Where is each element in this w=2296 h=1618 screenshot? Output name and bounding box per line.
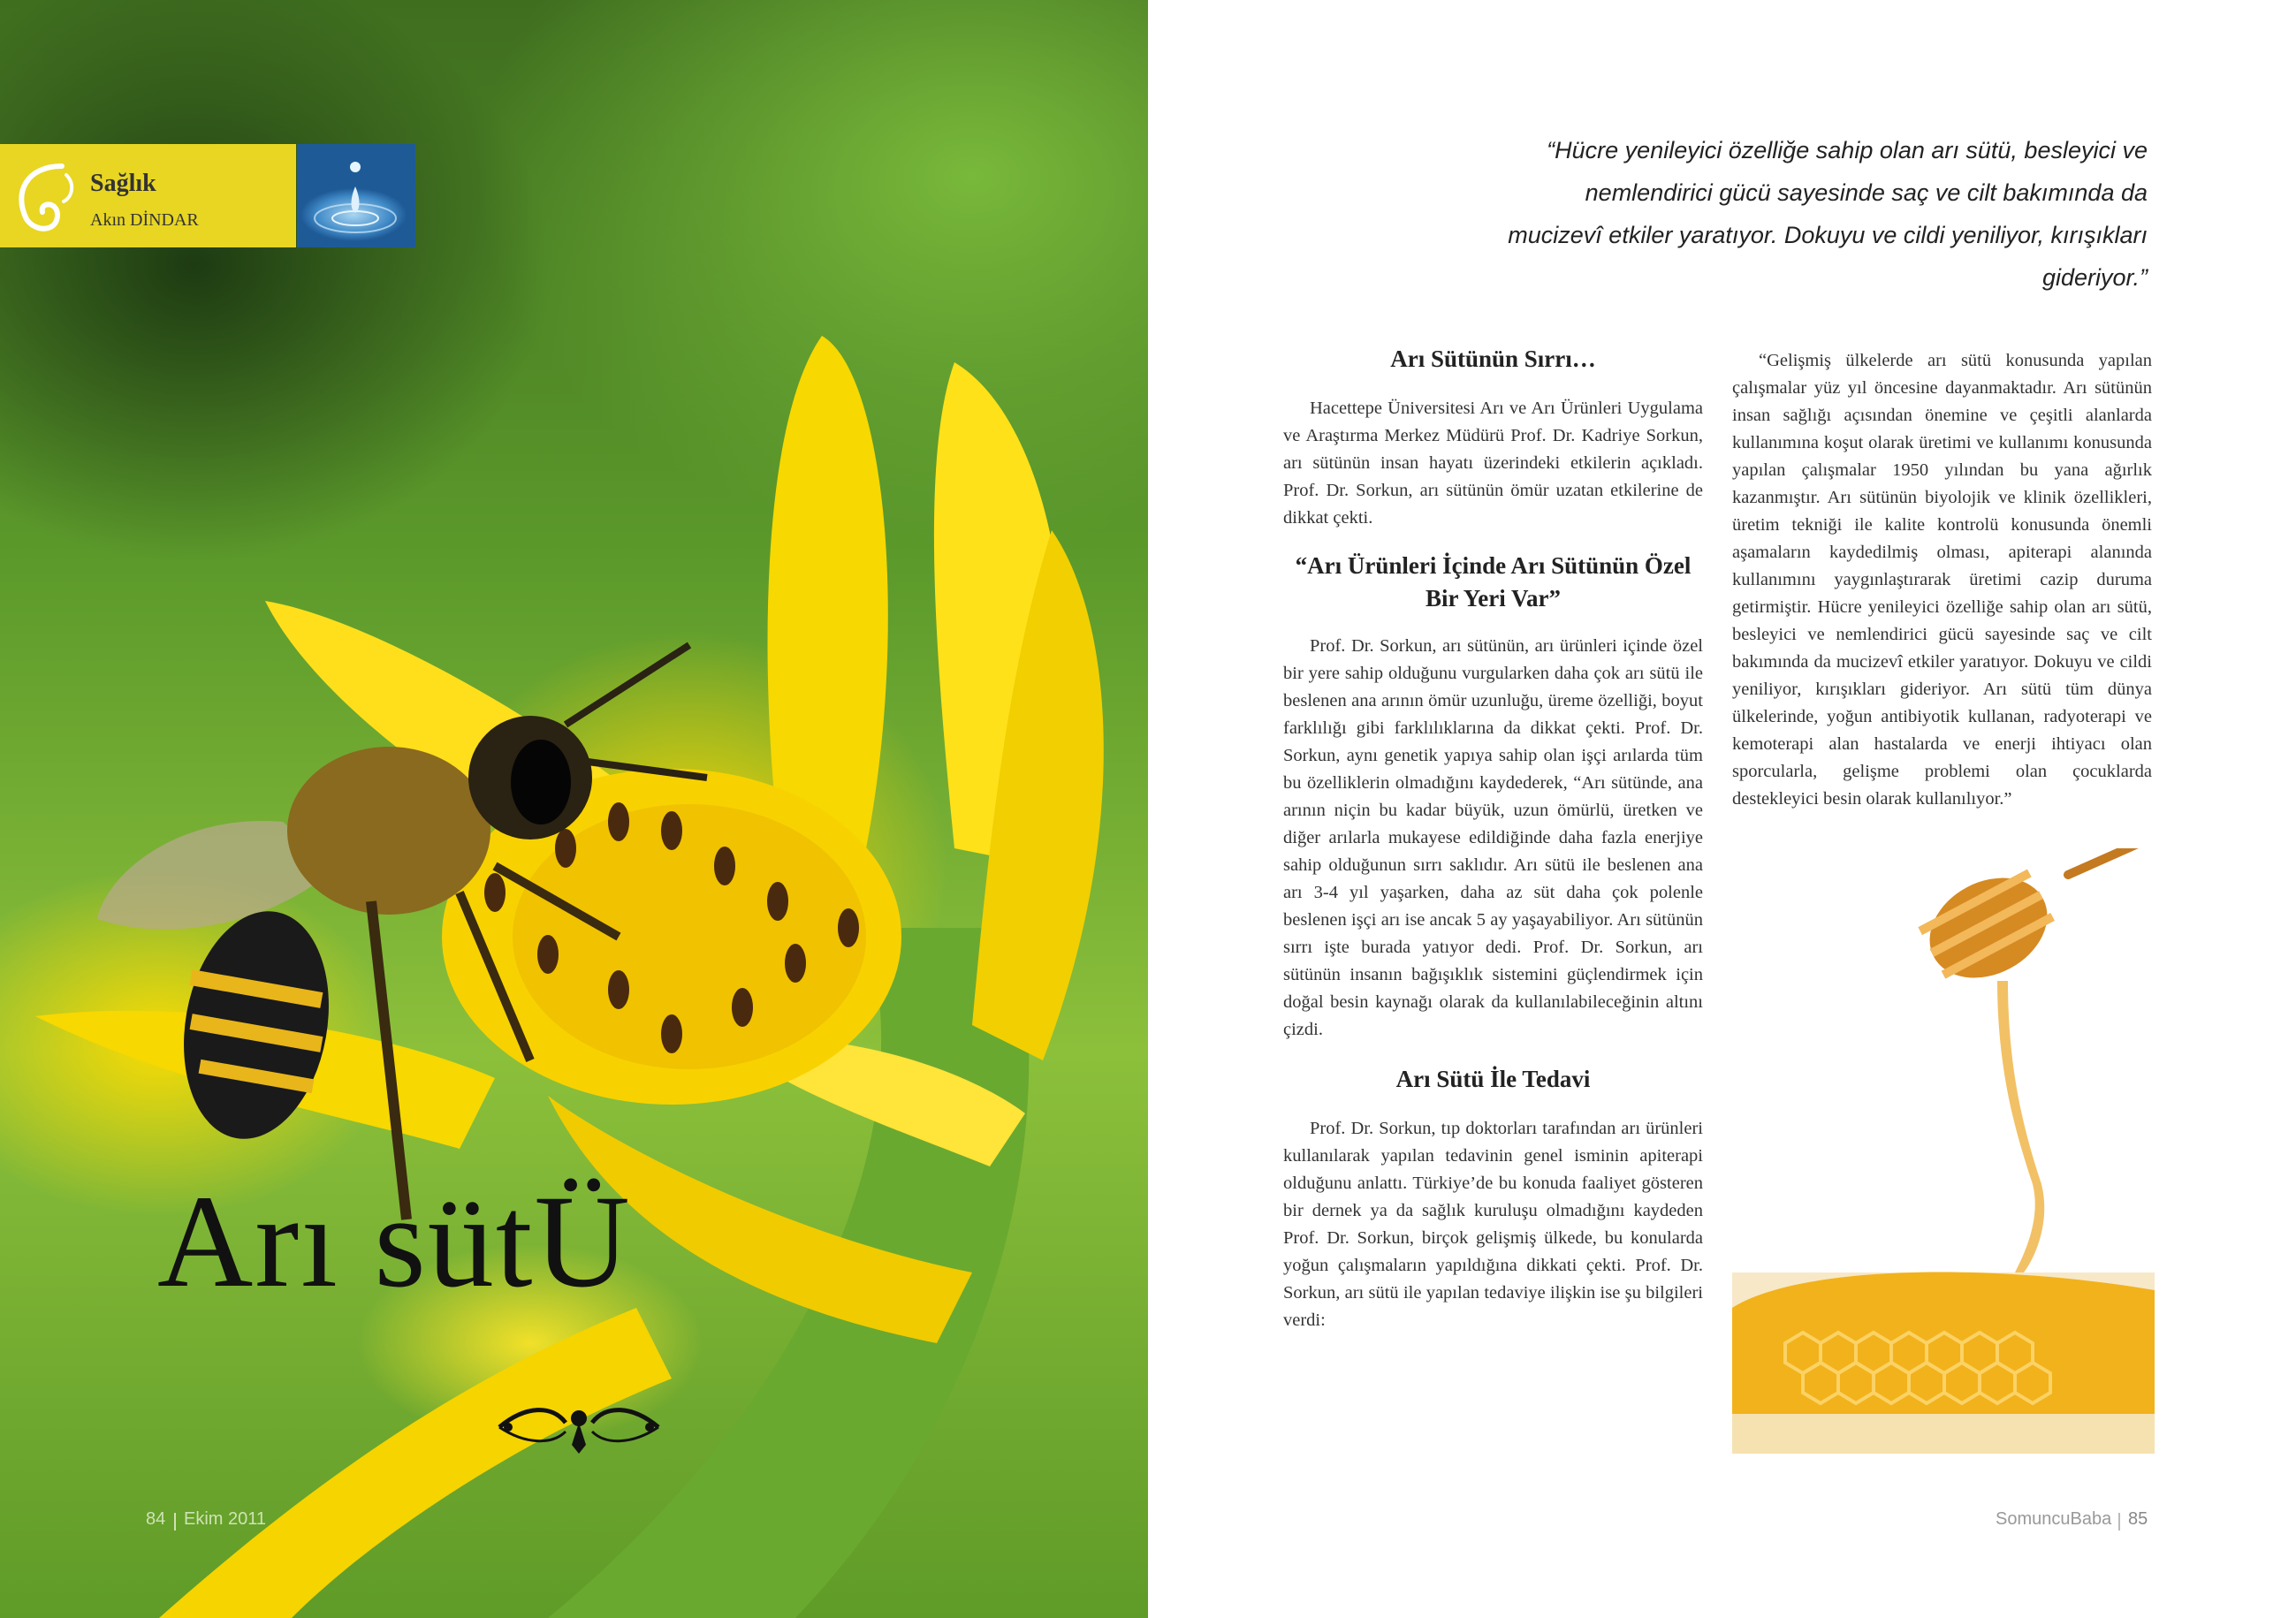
page-number-left: 84 [146,1509,166,1529]
flourish-ornament-icon [490,1396,667,1458]
paragraph: “Gelişmiş ülkelerde arı sütü konusunda yapılan çalışmalar yüz yıl öncesine dayanmaktadır. Arı sütünün insan sağlığı açısından önemine ve çeşitli alanlarda kullanımına koşut olarak üretimi ve kullanımı konusunda yapılan çalışmalar 1950 yılından bu yana ağırlık kazanmıştır. Arı sütünün biyolojik ve klinik özellikleri, üretim tekniği ile kalite kontrolü konusunda önemli aşamaların kaydedilmiş olması, apiterapi alanında kullanımını yaygınlaştırarak üretimi cazip duruma getirmiştir. Hücre yenileyici özelliğe sahip olan arı sütü, besleyici ve nemlendirici gücü sayesinde saç ve cilt bakımında da mucizevî etkiler yaratıyor. Dokuyu ve cildi yeniliyor, kırışıkları gideriyor. Arı sütü tüm dünya ülkelerinde, yoğun antibiyotik kullanan, radyoterapi ve kemoterapi alan hastalarda ve enerji ihtiyacı olan sporcularla, gelişme problemi olan çocuklarda destekleyici besin olarak kullanılıyor.” [1732,351,2152,809]
honey-dipper-photo [1732,848,2155,1454]
section-heading: Arı Sütünün Sırrı… [1390,346,1596,372]
paragraph: Prof. Dr. Sorkun, tıp doktorları tarafından arı ürünleri kullanılarak yapılan tedavinin genel isminin apiterapi olduğunu anlattı. Türkiye’de bu konuda faaliyet gösteren bir dernek ya da sağlık kuruluşu olmadığını kaydeden Prof. Dr. Sorkun, birçok gelişmiş ülkede, bu konularda yoğun çalışmaların yapıldığına dikkati çekti. Prof. Dr. Sorkun, arı sütü ile yapılan tedaviye ilişkin ise şu bilgileri verdi: [1283,1119,1703,1330]
paragraph: Hacettepe Üniversitesi Arı ve Arı Ürünleri Uygulama ve Araştırma Merkez Müdürü Prof. Dr. Kadriye Sorkun, arı sütünün insan hayatı üzerindeki etkilerin açıkladı. Prof. Dr. Sorkun, arı sütünün ömür uzatan etkilerine de dikkat çekti. [1283,399,1703,528]
magazine-brand: SomuncuBaba [1996,1509,2112,1529]
text-column-1 [1283,343,1703,1334]
issue-date: Ekim 2011 [184,1509,267,1529]
article-title-wrap [157,1168,1006,1361]
article-title: Arı sütÜ [157,1168,632,1315]
water-drop-photo [297,144,415,247]
footer-divider [2118,1513,2120,1531]
footer-divider [174,1513,176,1531]
pull-quote: “Hücre yenileyici özelliğe sahip olan arı sütü, besleyici ve nemlendirici gücü sayesinde saç ve cilt bakımında da mucizevî etkiler yaratıyor. Dokuyu ve cildi yeniliyor, kırışıkları gideriyor.” [1508,137,2148,291]
section-heading: “Arı Ürünleri İçinde Arı Sütünün Özel Bir Yeri Var” [1295,552,1692,611]
section-heading: Arı Sütü İle Tedavi [1395,1066,1591,1092]
author-name: Akın DİNDAR [90,210,199,230]
text-column-2 [1732,347,2152,813]
section-title: Sağlık [90,170,156,197]
paragraph: Prof. Dr. Sorkun, arı sütünün, arı ürünleri içinde özel bir yere sahip olduğunu vurgularken daha çok arı sütü ile beslenen ana arının ömür uzunluğu, üreme özelliği, boyut farklılığı gibi farklılıklarına da dikkat çekti. Prof. Dr. Sorkun, aynı genetik yapıya sahip olan işçi arılarda tüm bu özelliklerin olmadığını kaydederek, “Arı sütünde, ana arının niçin bu kadar büyük, uzun ömürlü, üretken ve diğer arılarla mukayese edildiğinde daha fazla enerjiye sahip olduğunun sırrı saklıdır. Arı sütü ile beslenen ana arı 3-4 yıl yaşarken, daha az süt daha çok polenle beslenen işçi arı ise ancak 5 ay yaşayabiliyor. Arı sütünün sırrı işte burada yatıyor dedi. Prof. Dr. Sorkun, arı sütünün insanın bağışıklık sistemini güçlendirmek için doğal besin kaynağı olarak da kullanılabileceğinin altını çizdi. [1283,636,1703,1039]
page-number-right: 85 [2128,1509,2148,1529]
swirl-ornament-icon [9,157,80,239]
